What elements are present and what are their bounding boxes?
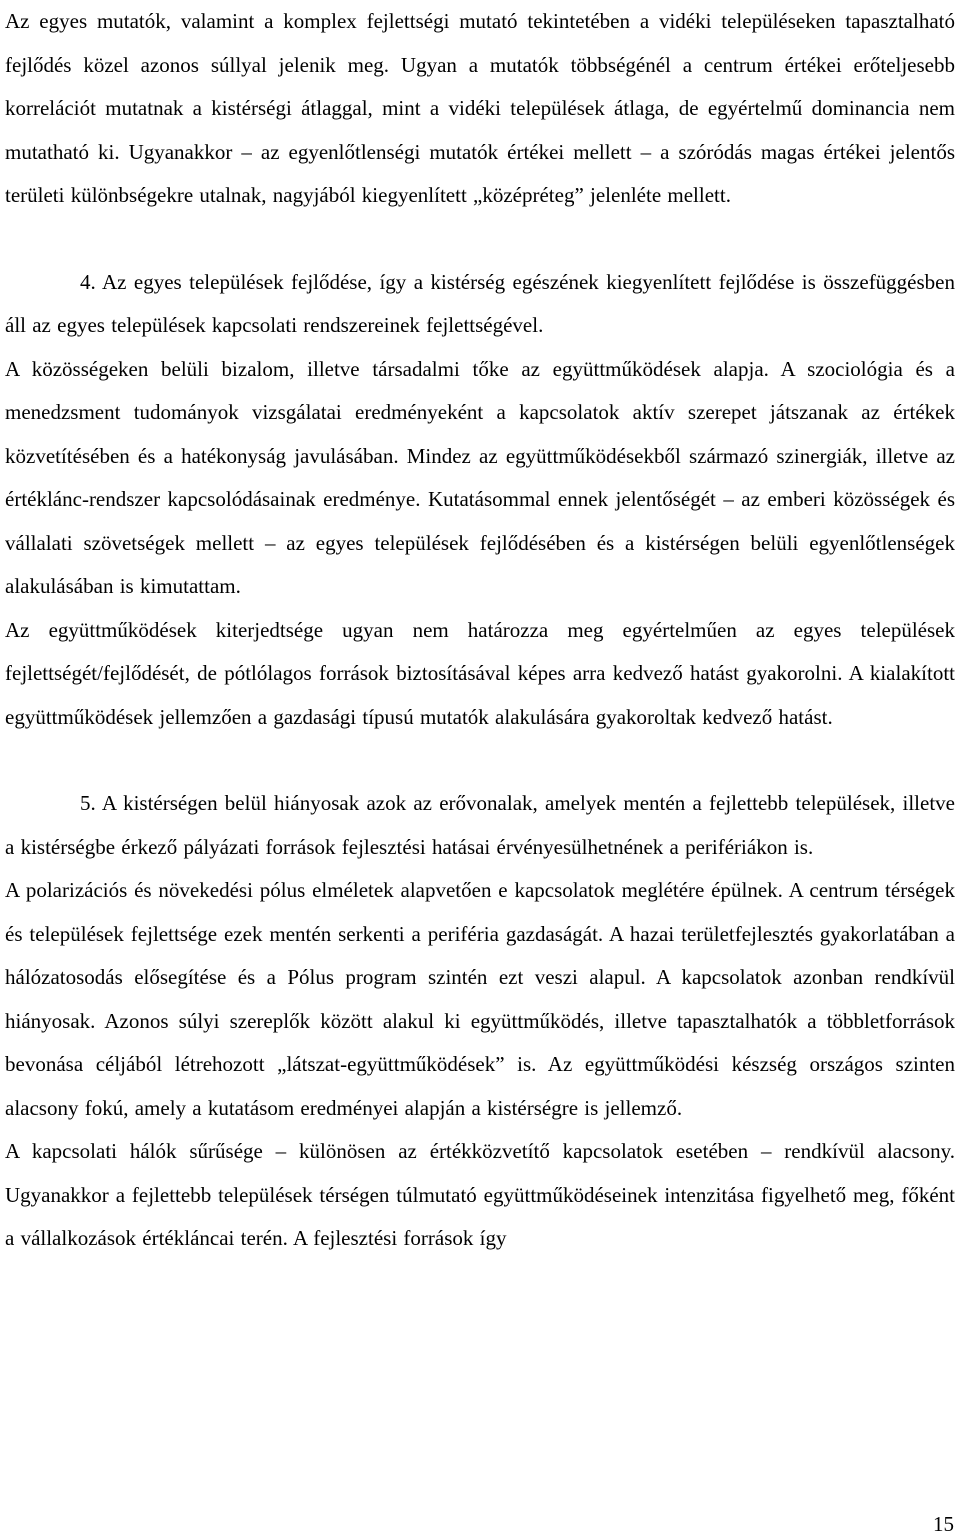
paragraph-network-density: A kapcsolati hálók sűrűsége – különösen az értékközvetítő kapcsolatok esetében – rendkívül alacsony. Ugyanakkor a fejlettebb települések térségen túlmutató együttműködéseinek intenzitása figyelhető meg, főként a vállalkozások értékláncai terén. A fejlesztési források így xyxy=(5,1139,955,1250)
paragraph-trust-social-capital: A közösségeken belüli bizalom, illetve társadalmi tőke az együttműködések alapja. A szociológia és a menedzsment tudományok vizsgálatai eredményeként a kapcsolatok aktív szerepet játszanak az értékek közvetítésében és a hatékonyság javulásában. Mindez az együttműködésekből származó szinergiák, illetve az értéklánc-rendszer kapcsolódásainak eredménye. Kutatásommal ennek jelentőségét – az emberi közösségek és vállalati szövetségek mellett – az egyes települések fejlődésében és a kistérségen belüli egyenlőtlenségek alakulásában is kimutattam. xyxy=(5,356,955,598)
page-number: 15 xyxy=(933,1512,954,1536)
paragraph-cooperation-extent: Az együttműködések kiterjedtsége ugyan nem határozza meg egyértelműen az egyes települések fejlettségét/fejlődését, de pótlólagos források biztosításával képes arra kedvező hatást gyakorolni. A kialakított együttműködések jellemzően a gazdasági típusú mutatók alakulására gyakoroltak kedvező hatást. xyxy=(5,617,955,729)
paragraph-indicators-development: Az egyes mutatók, valamint a komplex fejlettségi mutató tekintetében a vidéki településeken tapasztalható fejlődés közel azonos súllyal jelenik meg. Ugyan a mutatók többségénél a centrum értékei erőteljesebb korrelációt mutatnak a kistérségi átlaggal, mint a vidéki települések átlaga, de egyértelmű dominancia nem mutatható ki. Ugyanakkor – az egyenlőtlenségi mutatók értékei mellett – a szóródás magas értékei jelentős területi különbségekre utalnak, nagyjából kiegyenlített „középréteg” jelenléte mellett. xyxy=(5,9,955,207)
paragraph-polarization-theories: A polarizációs és növekedési pólus elméletek alapvetően e kapcsolatok meglétére épülnek. A centrum térségek és települések fejlettsége ezek mentén serkenti a periféria gazdaságát. A hazai területfejlesztés gyakorlatában a hálózatosodás elősegítése és a Pólus program szintén ezt veszi alapul. A kapcsolatok azonban rendkívül hiányosak. Azonos súlyi szereplők között alakul ki együttműködés, illetve tapasztalhatók a többletforrások bevonása céljából létrehozott „látszat-együttműködések” is. Az együttműködési készség országos szinten alacsony fokú, amely a kutatásom eredményei alapján a kistérségre is jellemző. xyxy=(5,878,955,1120)
paragraph-finding-5: 5. A kistérségen belül hiányosak azok az erővonalak, amelyek mentén a fejlettebb települések, illetve a kistérségbe érkező pályázati források fejlesztési hatásai érvényesülhetnének a perifériákon is. xyxy=(5,791,955,859)
document-page xyxy=(5,0,955,1261)
paragraph-finding-4: 4. Az egyes települések fejlődése, így a kistérség egészének kiegyenlített fejlődése is összefüggésben áll az egyes települések kapcsolati rendszereinek fejlettségével. xyxy=(5,269,955,337)
